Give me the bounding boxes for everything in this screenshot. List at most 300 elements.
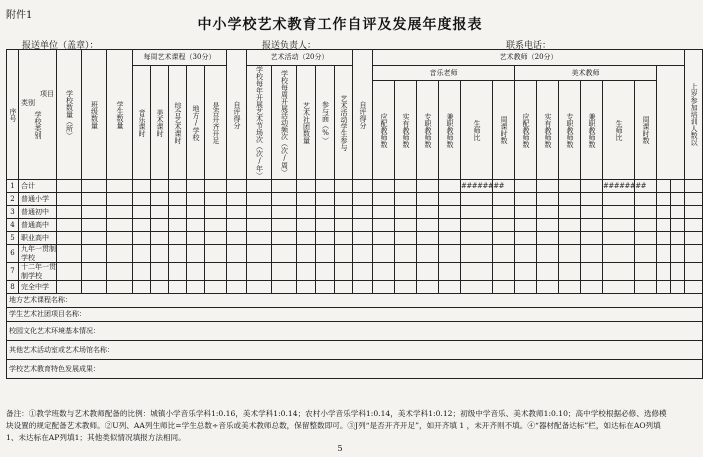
data-cell[interactable] (417, 206, 439, 219)
data-cell[interactable] (82, 245, 107, 263)
data-cell[interactable] (205, 263, 227, 281)
data-cell[interactable] (247, 245, 272, 263)
data-cell[interactable] (417, 180, 439, 193)
art-ratio: 生师比 (603, 81, 635, 180)
data-cell[interactable] (493, 232, 515, 245)
data-cell[interactable] (353, 263, 373, 281)
data-cell[interactable] (515, 206, 537, 219)
report-table (6, 49, 703, 379)
text-entry-cell[interactable]: 学生艺术社团项目名称： (7, 308, 703, 322)
data-cell[interactable] (439, 245, 461, 263)
self-score-2: 自评得分 (353, 50, 373, 180)
data-cell[interactable] (559, 232, 581, 245)
data-cell[interactable] (373, 245, 395, 263)
data-cell[interactable] (133, 193, 151, 206)
data-cell[interactable] (107, 263, 133, 281)
data-cell[interactable] (247, 206, 272, 219)
table-row (7, 281, 703, 294)
students-activity-header: 艺术活动学生参与 (335, 66, 353, 180)
data-cell[interactable] (603, 232, 635, 245)
data-cell[interactable] (57, 263, 82, 281)
data-cell[interactable] (515, 281, 537, 294)
music-should: 应配教师数 (373, 81, 395, 180)
data-cell[interactable] (373, 281, 395, 294)
data-cell[interactable] (335, 219, 353, 232)
table-row (7, 219, 703, 232)
data-cell[interactable] (57, 219, 82, 232)
row-number: 6 (7, 245, 19, 263)
data-cell[interactable] (82, 180, 107, 193)
data-cell[interactable] (581, 193, 603, 206)
data-cell[interactable] (353, 232, 373, 245)
data-cell[interactable] (685, 281, 703, 294)
data-cell[interactable] (353, 193, 373, 206)
data-cell[interactable] (247, 180, 272, 193)
data-cell[interactable] (272, 180, 297, 193)
data-cell[interactable] (335, 281, 353, 294)
data-cell[interactable] (247, 263, 272, 281)
data-cell[interactable] (685, 206, 703, 219)
data-cell[interactable] (635, 219, 657, 232)
data-cell[interactable] (603, 206, 635, 219)
data-cell[interactable] (461, 232, 493, 245)
data-cell[interactable] (205, 232, 227, 245)
data-cell[interactable] (57, 281, 82, 294)
data-cell[interactable] (353, 245, 373, 263)
data-cell[interactable] (603, 263, 635, 281)
data-cell[interactable] (417, 219, 439, 232)
data-cell[interactable] (581, 232, 603, 245)
data-cell[interactable] (417, 193, 439, 206)
festival-header: 学校每年开展艺术节场次（次/年） (247, 66, 272, 180)
data-cell[interactable] (335, 193, 353, 206)
data-cell[interactable] (657, 180, 671, 193)
data-cell[interactable] (657, 281, 671, 294)
music-teacher-group: 音乐老师 (373, 66, 515, 81)
ratio-total-cell[interactable]: ######## (461, 180, 493, 193)
data-cell[interactable] (335, 180, 353, 193)
text-entry-cell[interactable]: 地方艺术课程名称： (7, 294, 703, 308)
data-cell[interactable] (57, 180, 82, 193)
data-cell[interactable] (297, 206, 316, 219)
data-cell[interactable] (297, 245, 316, 263)
row-label: 合计 (19, 180, 57, 193)
row-number: 1 (7, 180, 19, 193)
students-header: 学生数量 (107, 50, 133, 180)
data-cell[interactable] (515, 232, 537, 245)
data-cell[interactable] (187, 219, 205, 232)
data-cell[interactable] (169, 245, 187, 263)
comp-hours-header: 综合艺术课时 (169, 66, 187, 180)
data-cell[interactable] (493, 219, 515, 232)
data-cell[interactable] (335, 232, 353, 245)
data-cell[interactable] (559, 219, 581, 232)
data-cell[interactable] (559, 206, 581, 219)
data-cell[interactable] (297, 263, 316, 281)
data-cell[interactable] (82, 263, 107, 281)
data-cell[interactable] (657, 193, 671, 206)
data-cell[interactable] (439, 263, 461, 281)
data-cell[interactable] (417, 232, 439, 245)
data-cell[interactable] (297, 281, 316, 294)
data-cell[interactable] (635, 232, 657, 245)
footnote: 备注：①教学班数与艺术教师配备的比例：城镇小学音乐学科1:0.16，美术学科1:0.14；农村小学音乐学科1:0.14，美术学科1:0.12；初级中学音乐、美术教师1:0.10；高中学校根据必修、选修模块设置的规定配备艺术教师。②U列、AA列生师比=学生总数÷音乐或美术教师总数，保留整数即可。③J列“是否开齐开足”，如开齐填 1 ，未开齐则不填。④“器材配备达标”栏，如达标在AO列填1、未达标在AP列填1；其他类似情况填报方法相同。 (6, 409, 667, 442)
data-cell[interactable] (515, 180, 537, 193)
data-cell[interactable] (151, 219, 169, 232)
data-cell[interactable] (107, 206, 133, 219)
full-open-header: 是否开齐开足 (205, 66, 227, 180)
category-header: 项目 类别 学校类别 (19, 50, 57, 180)
data-cell[interactable] (657, 263, 671, 281)
seq-header: 序号 (7, 50, 19, 180)
art-weekly: 周课时数 (635, 81, 657, 180)
data-cell[interactable] (657, 232, 671, 245)
data-cell[interactable] (417, 281, 439, 294)
data-cell[interactable] (205, 281, 227, 294)
art-actual: 实有教师数 (537, 81, 559, 180)
data-cell[interactable] (657, 219, 671, 232)
data-cell[interactable] (417, 245, 439, 263)
data-cell[interactable] (537, 180, 559, 193)
data-cell[interactable] (581, 281, 603, 294)
data-cell[interactable] (603, 281, 635, 294)
data-cell[interactable] (685, 263, 703, 281)
data-cell[interactable] (671, 193, 685, 206)
data-cell[interactable] (439, 281, 461, 294)
data-cell[interactable] (247, 232, 272, 245)
data-cell[interactable] (537, 245, 559, 263)
data-cell[interactable] (272, 206, 297, 219)
data-cell[interactable] (461, 263, 493, 281)
art-parttime: 兼职教师数 (581, 81, 603, 180)
music-ratio: 生师比 (461, 81, 493, 180)
data-cell[interactable] (395, 245, 417, 263)
data-cell[interactable] (635, 281, 657, 294)
data-cell[interactable] (316, 232, 335, 245)
data-cell[interactable] (316, 180, 335, 193)
data-cell[interactable] (395, 206, 417, 219)
data-cell[interactable] (515, 219, 537, 232)
data-cell[interactable] (169, 193, 187, 206)
data-cell[interactable] (461, 281, 493, 294)
data-cell[interactable] (227, 245, 247, 263)
data-cell[interactable] (581, 219, 603, 232)
data-cell[interactable] (335, 245, 353, 263)
row-number: 3 (7, 206, 19, 219)
data-cell[interactable] (657, 206, 671, 219)
data-cell[interactable] (133, 206, 151, 219)
data-cell[interactable] (395, 193, 417, 206)
table-row (7, 193, 703, 206)
data-cell[interactable] (671, 206, 685, 219)
data-cell[interactable] (107, 193, 133, 206)
data-cell[interactable] (461, 206, 493, 219)
data-cell[interactable] (133, 180, 151, 193)
data-cell[interactable] (537, 232, 559, 245)
data-cell[interactable] (272, 245, 297, 263)
data-cell[interactable] (187, 193, 205, 206)
data-cell[interactable] (581, 180, 603, 193)
data-cell[interactable] (685, 232, 703, 245)
data-cell[interactable] (493, 281, 515, 294)
person-label: 报送负责人： (262, 41, 317, 51)
data-cell[interactable] (373, 232, 395, 245)
data-cell[interactable] (272, 219, 297, 232)
data-cell[interactable] (603, 219, 635, 232)
data-cell[interactable] (57, 232, 82, 245)
data-cell[interactable] (169, 281, 187, 294)
row-number: 4 (7, 219, 19, 232)
data-cell[interactable] (133, 245, 151, 263)
data-cell[interactable] (151, 281, 169, 294)
data-cell[interactable] (297, 180, 316, 193)
data-cell[interactable] (151, 263, 169, 281)
data-cell[interactable] (227, 180, 247, 193)
text-entry-row (7, 360, 703, 379)
text-entry-cell[interactable]: 其他艺术活动室或艺术场馆名称： (7, 341, 703, 360)
page-number: 5 (337, 444, 343, 453)
data-cell[interactable] (671, 219, 685, 232)
data-cell[interactable] (461, 219, 493, 232)
data-cell[interactable] (461, 193, 493, 206)
data-cell[interactable] (515, 245, 537, 263)
data-cell[interactable] (537, 206, 559, 219)
text-entry-cell[interactable]: 学校艺术教育特色发展成果： (7, 360, 703, 379)
data-cell[interactable] (635, 263, 657, 281)
unit-label: 报送单位（盖章）： (22, 41, 99, 51)
row-label: 普通小学 (19, 193, 57, 206)
data-cell[interactable] (272, 263, 297, 281)
data-cell[interactable] (635, 206, 657, 219)
music-weekly: 周课时数 (493, 81, 515, 180)
data-cell[interactable] (227, 193, 247, 206)
data-cell[interactable] (297, 219, 316, 232)
trained-header: 上岁参加培训人数以 (685, 50, 703, 180)
data-cell[interactable] (353, 206, 373, 219)
data-cell[interactable] (151, 245, 169, 263)
data-cell[interactable] (227, 263, 247, 281)
data-cell[interactable] (657, 245, 671, 263)
data-cell[interactable] (316, 281, 335, 294)
data-cell[interactable] (515, 263, 537, 281)
data-cell[interactable] (685, 219, 703, 232)
data-cell[interactable] (493, 263, 515, 281)
data-cell[interactable] (187, 206, 205, 219)
data-cell[interactable] (635, 245, 657, 263)
data-cell[interactable] (493, 245, 515, 263)
data-cell[interactable] (169, 180, 187, 193)
data-cell[interactable] (133, 263, 151, 281)
data-cell[interactable] (537, 263, 559, 281)
data-cell[interactable] (493, 193, 515, 206)
page-title: 中小学校艺术教育工作自评及发展年度报表 (197, 17, 483, 33)
data-cell[interactable] (559, 180, 581, 193)
data-cell[interactable] (107, 180, 133, 193)
self-score-1: 自评得分 (227, 50, 247, 180)
data-cell[interactable] (417, 263, 439, 281)
table-row (7, 232, 703, 245)
data-cell[interactable] (227, 219, 247, 232)
table-row (7, 263, 703, 281)
data-cell[interactable] (671, 232, 685, 245)
data-cell[interactable] (247, 193, 272, 206)
data-cell[interactable] (671, 263, 685, 281)
weekly-course-group: 每周艺术课程（30分） (133, 50, 227, 66)
data-cell[interactable] (187, 180, 205, 193)
data-cell[interactable] (82, 232, 107, 245)
data-cell[interactable] (353, 180, 373, 193)
data-cell[interactable] (395, 281, 417, 294)
data-cell[interactable] (335, 263, 353, 281)
data-cell[interactable] (439, 219, 461, 232)
data-cell[interactable] (671, 245, 685, 263)
data-cell[interactable] (685, 180, 703, 193)
text-entry-cell[interactable]: 校园文化艺术环境基本情况： (7, 322, 703, 341)
data-cell[interactable] (82, 219, 107, 232)
music-hours-header: 音乐课时 (133, 66, 151, 180)
data-cell[interactable] (395, 263, 417, 281)
data-cell[interactable] (297, 193, 316, 206)
data-cell[interactable] (353, 219, 373, 232)
data-cell[interactable] (205, 193, 227, 206)
data-cell[interactable] (57, 193, 82, 206)
row-label: 九年一贯制学校 (19, 245, 57, 263)
freq-header: 学校每周开展活动频次（次/周） (272, 66, 297, 180)
data-cell[interactable] (272, 281, 297, 294)
phone-label: 联系电话： (506, 41, 552, 51)
data-cell[interactable] (133, 281, 151, 294)
data-cell[interactable] (187, 263, 205, 281)
data-cell[interactable] (335, 206, 353, 219)
data-cell[interactable] (603, 193, 635, 206)
data-cell[interactable] (581, 206, 603, 219)
ratio-total-cell[interactable]: ######## (603, 180, 635, 193)
data-cell[interactable] (439, 180, 461, 193)
data-cell[interactable] (57, 245, 82, 263)
data-cell[interactable] (461, 245, 493, 263)
data-cell[interactable] (187, 281, 205, 294)
data-cell[interactable] (316, 193, 335, 206)
data-cell[interactable] (373, 263, 395, 281)
data-cell[interactable] (82, 193, 107, 206)
row-number: 5 (7, 232, 19, 245)
data-cell[interactable] (559, 193, 581, 206)
data-cell[interactable] (151, 232, 169, 245)
data-cell[interactable] (685, 193, 703, 206)
data-cell[interactable] (581, 245, 603, 263)
data-cell[interactable] (537, 193, 559, 206)
data-cell[interactable] (247, 281, 272, 294)
data-cell[interactable] (635, 193, 657, 206)
data-cell[interactable] (316, 263, 335, 281)
data-cell[interactable] (395, 180, 417, 193)
row-number: 7 (7, 263, 19, 281)
data-cell[interactable] (559, 281, 581, 294)
data-cell[interactable] (603, 245, 635, 263)
teacher-group: 艺术教师（20分） (373, 50, 685, 66)
art-teacher-group: 美术教师 (515, 66, 657, 81)
data-cell[interactable] (227, 206, 247, 219)
data-cell[interactable] (205, 206, 227, 219)
music-actual: 实有教师数 (395, 81, 417, 180)
data-cell[interactable] (133, 232, 151, 245)
data-cell[interactable] (107, 219, 133, 232)
data-cell[interactable] (316, 245, 335, 263)
data-cell[interactable] (439, 193, 461, 206)
data-cell[interactable] (685, 245, 703, 263)
data-cell[interactable] (82, 281, 107, 294)
data-cell[interactable] (671, 180, 685, 193)
data-cell[interactable] (581, 263, 603, 281)
participation-header: 参与面（%） (316, 66, 335, 180)
data-cell[interactable] (353, 281, 373, 294)
table-row (7, 180, 703, 193)
classes-header: 班级数量 (82, 50, 107, 180)
data-cell[interactable] (151, 193, 169, 206)
data-cell[interactable] (151, 180, 169, 193)
data-cell[interactable] (205, 180, 227, 193)
data-cell[interactable] (187, 245, 205, 263)
row-label: 十二年一贯制学校 (19, 263, 57, 281)
text-entry-row (7, 322, 703, 341)
data-cell[interactable] (272, 232, 297, 245)
data-cell[interactable] (537, 219, 559, 232)
data-cell[interactable] (439, 206, 461, 219)
data-cell[interactable] (205, 219, 227, 232)
data-cell[interactable] (107, 245, 133, 263)
data-cell[interactable] (169, 206, 187, 219)
data-cell[interactable] (373, 206, 395, 219)
data-cell[interactable] (227, 281, 247, 294)
clubs-header: 艺术社团数量 (297, 66, 316, 180)
row-label: 职业高中 (19, 232, 57, 245)
text-entry-row (7, 294, 703, 308)
data-cell[interactable] (187, 232, 205, 245)
data-cell[interactable] (133, 219, 151, 232)
data-cell[interactable] (151, 206, 169, 219)
data-cell[interactable] (439, 232, 461, 245)
data-cell[interactable] (82, 206, 107, 219)
data-cell[interactable] (107, 281, 133, 294)
activity-group: 艺术活动（20分） (247, 50, 353, 66)
data-cell[interactable] (559, 245, 581, 263)
data-cell[interactable] (373, 219, 395, 232)
data-cell[interactable] (169, 232, 187, 245)
data-cell[interactable] (316, 219, 335, 232)
row-label: 普通高中 (19, 219, 57, 232)
data-cell[interactable] (493, 206, 515, 219)
data-cell[interactable] (395, 219, 417, 232)
data-cell[interactable] (169, 263, 187, 281)
data-cell[interactable] (57, 206, 82, 219)
data-cell[interactable] (169, 219, 187, 232)
data-cell[interactable] (373, 180, 395, 193)
data-cell[interactable] (559, 263, 581, 281)
data-cell[interactable] (107, 232, 133, 245)
data-cell[interactable] (272, 193, 297, 206)
data-cell[interactable] (247, 219, 272, 232)
data-cell[interactable] (395, 232, 417, 245)
data-cell[interactable] (316, 206, 335, 219)
data-cell[interactable] (297, 232, 316, 245)
data-cell[interactable] (205, 245, 227, 263)
row-label: 普通初中 (19, 206, 57, 219)
data-cell[interactable] (515, 193, 537, 206)
data-cell[interactable] (373, 193, 395, 206)
data-cell[interactable] (227, 232, 247, 245)
data-cell[interactable] (671, 281, 685, 294)
data-cell[interactable] (537, 281, 559, 294)
